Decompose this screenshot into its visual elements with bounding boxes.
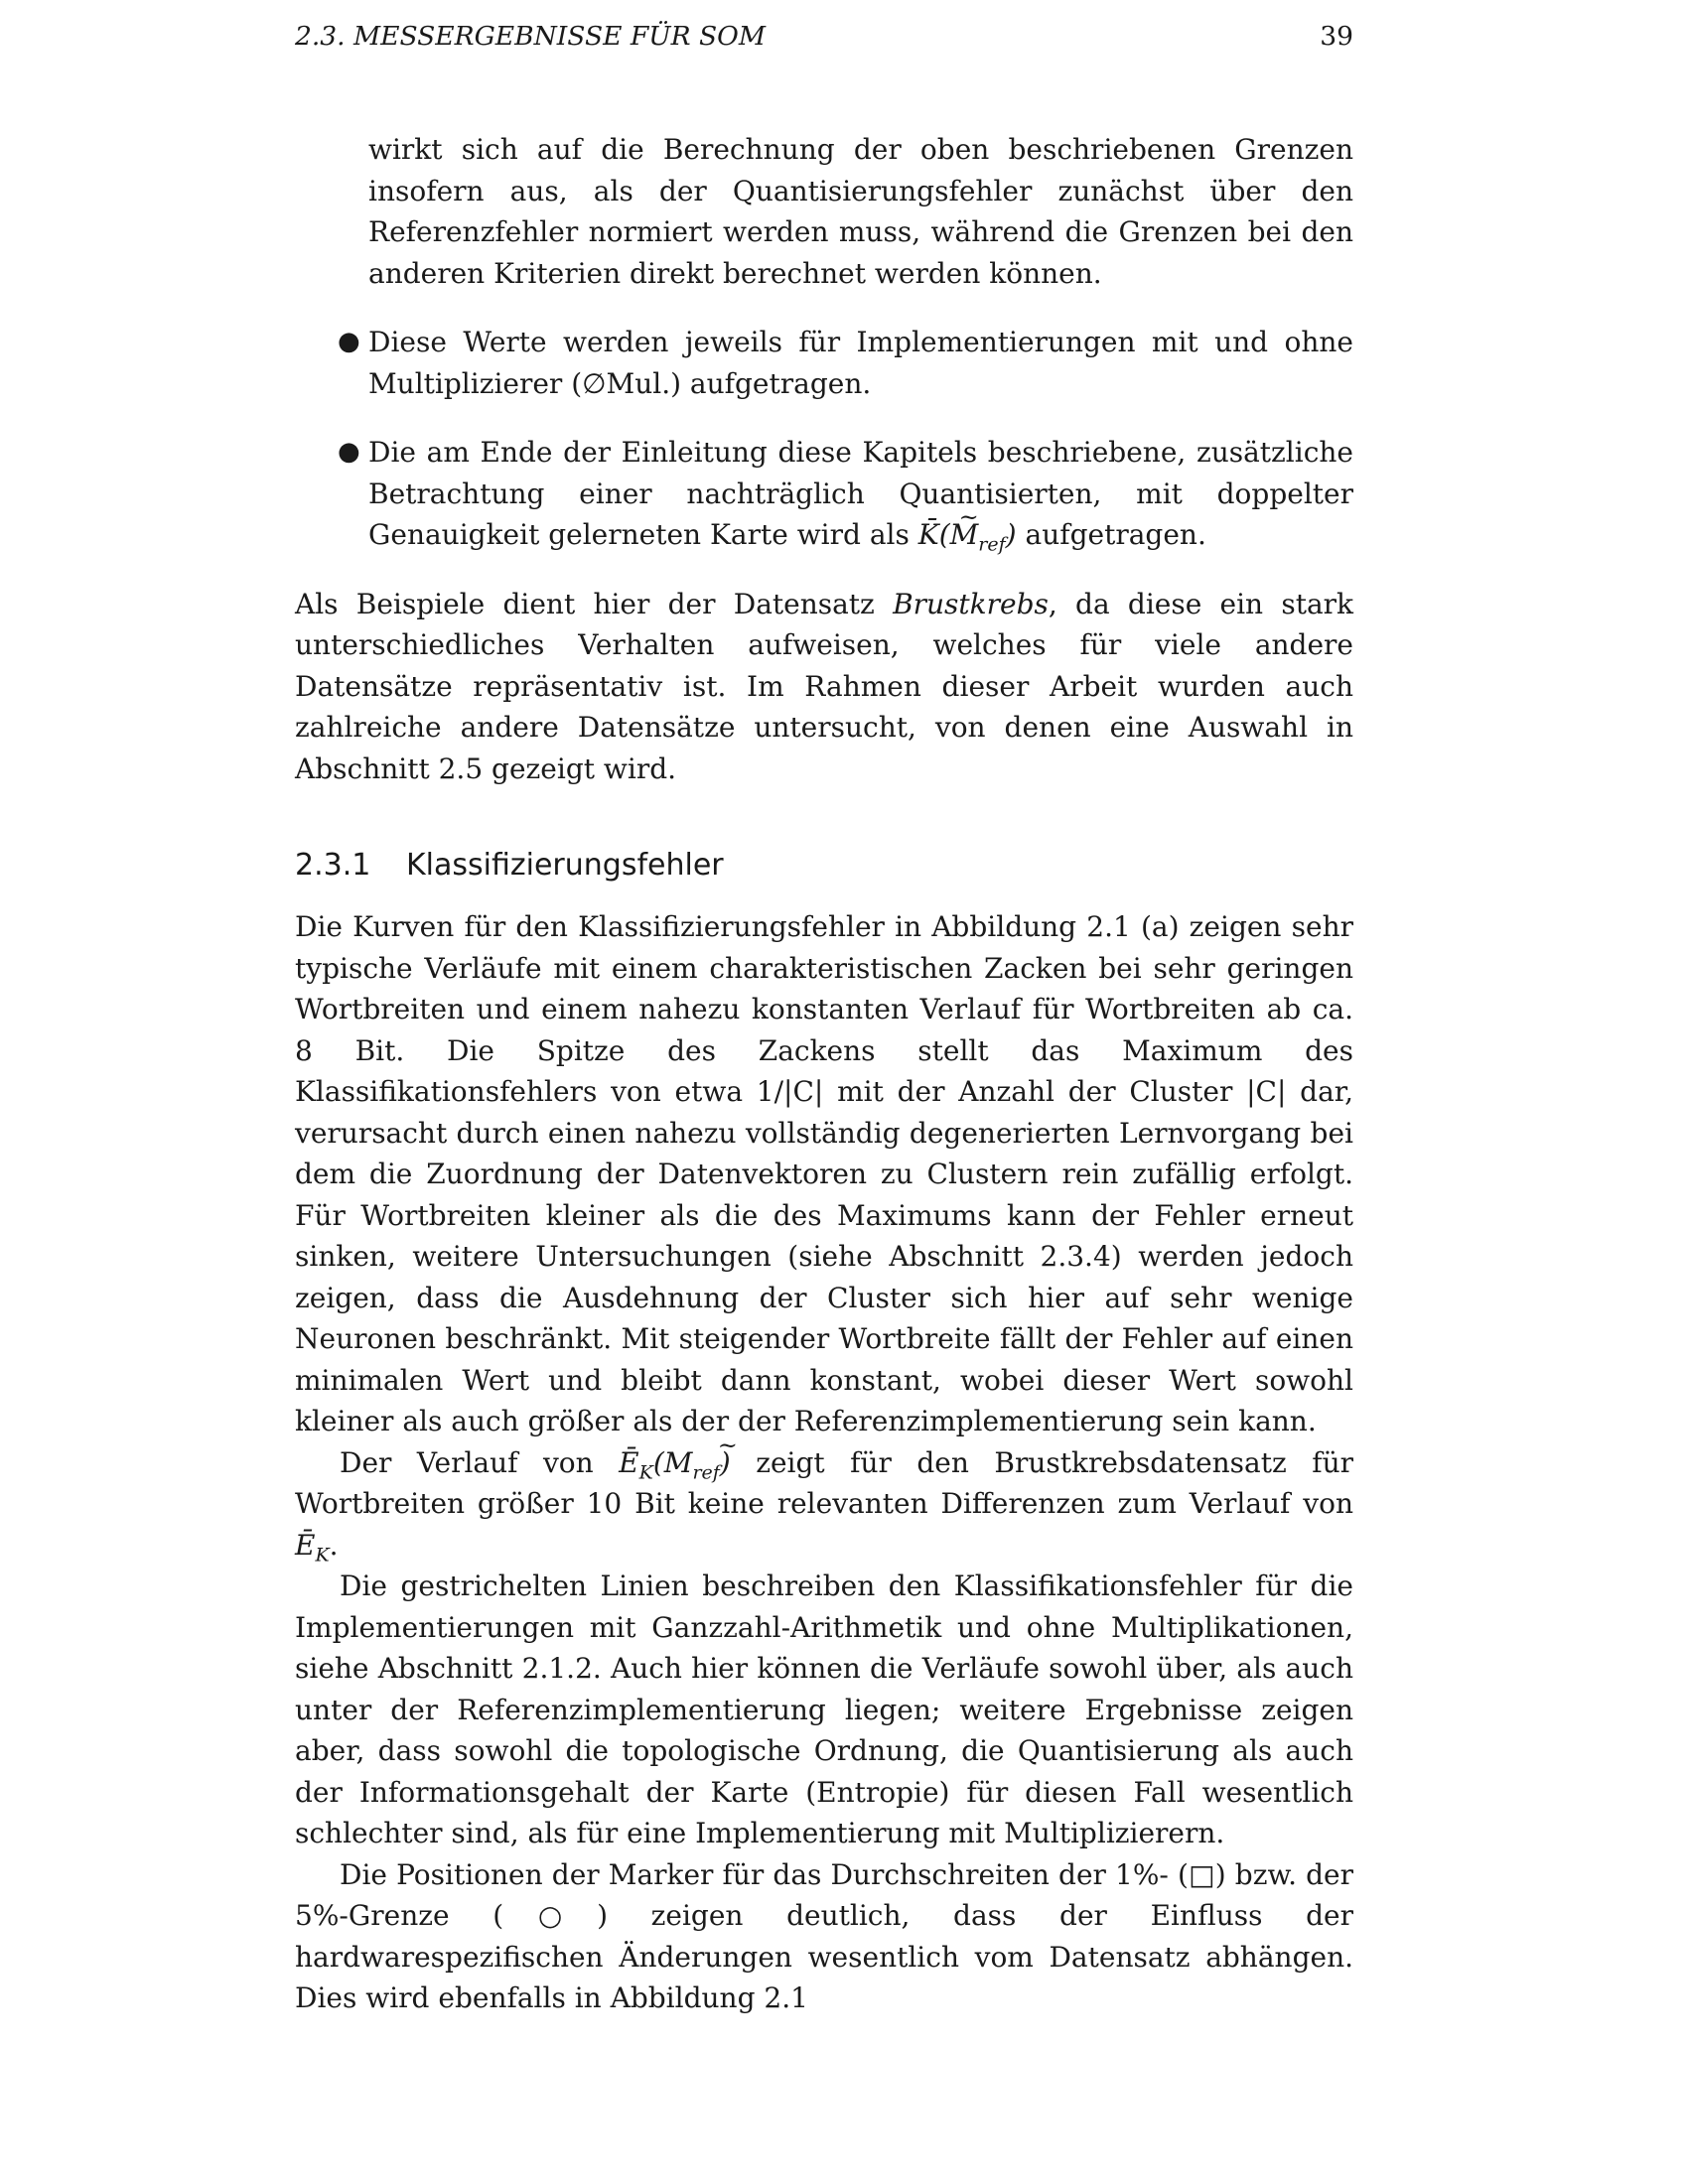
paragraph-4: Die Positionen der Marker für das Durchschreiten der 1%- (□) bzw. der 5%-Grenze (○) zeigen deutlich, dass der Einfluss der hardwarespezifischen Änderungen wesentlich vom Datensatz abhängen. Dies wird ebenfalls in Abbildung 2.1 bbox=[295, 1857, 1353, 2014]
examples-before: Als Beispiele dient hier der Datensatz bbox=[295, 587, 875, 620]
section-heading bbox=[295, 845, 1353, 887]
math-sub-ref-2: ref bbox=[692, 1461, 720, 1484]
math-sub-k: K bbox=[638, 1461, 653, 1484]
bullet-icon: ● bbox=[338, 437, 360, 467]
paragraph-2-middle: zeigt für den Brustkrebsdatensatz für Wortbreiten größer 10 Bit keine relevanten Differenzen zum Verlauf von bbox=[295, 1445, 1353, 1520]
examples-dataset-name: Brustkrebs bbox=[893, 587, 1049, 620]
examples-after: , da diese ein stark unterschiedliches Verhalten aufweisen, welches für viele andere Datensätze repräsentativ ist. Im Rahmen dieser Arbeit wurden auch zahlreiche andere Datensätze untersucht, von denen eine Auswahl in Abschnitt 2.5 gezeigt wird. bbox=[295, 587, 1353, 785]
math-m-tilde-2: ~ M bbox=[664, 1446, 693, 1479]
math-e-bar: Ē bbox=[619, 1445, 639, 1479]
bullet-item-1 bbox=[338, 322, 1353, 404]
bullet-2-end: aufgetragen. bbox=[1025, 518, 1206, 551]
math-e-bar-2: Ē bbox=[295, 1528, 316, 1562]
math-e-k bbox=[295, 1528, 330, 1567]
paragraph-1: Die Kurven für den Klassifizierungsfehler in Abbildung 2.1 (a) zeigen sehr typische Verläufe mit einem charakteristischen Zacken bei sehr geringen Wortbreiten und einem nahezu konstanten Verlauf für Wortbreiten ab ca. 8 Bit. Die Spitze des Zackens stellt das Maximum des Klassifikationsfehlers von etwa 1/|C| mit der Anzahl der Cluster |C| dar, verursacht durch einen nahezu vollständig degenerierten Lernvorgang bei dem die Zuordnung der Datenvektoren zu Clustern rein zufällig erfolgt. Für Wortbreiten kleiner als die des Maximums kann der Fehler erneut sinken, weitere Untersuchungen (siehe Abschnitt 2.3.4) werden jedoch zeigen, dass die Ausdehnung der Cluster sich hier auf sehr wenige Neuronen beschränkt. Mit steigender Wortbreite fällt der Fehler auf einen minimalen Wert und bleibt dann konstant, wobei dieser Wert sowohl kleiner als auch größer als der der Referenzimplementierung sein kann. bbox=[295, 910, 1353, 1437]
running-head bbox=[295, 17, 1353, 57]
examples-paragraph bbox=[295, 584, 1353, 790]
continuation-paragraph: wirkt sich auf die Berechnung der oben beschriebenen Grenzen insofern aus, als der Quantisierungsfehler zunächst über den Referenzfehler normiert werden muss, während die Grenzen bei den anderen Kriterien direkt berechnet werden können. bbox=[368, 133, 1353, 290]
page-number: 39 bbox=[1320, 21, 1353, 52]
paragraph-2: Der Verlauf von $Ē_K(\sim$ $M_{ref}$) zeigt für den Brustkrebsdatensatz für Wortbreiten größer 10 Bit keine relevanten Differenzen zum Verlauf von $Ē_K$. bbox=[295, 1442, 1353, 1567]
math-k-bar: K̄ bbox=[917, 518, 939, 551]
math-e-k-m-ref: $Ē_K(\sim$ $M_{ref}$) bbox=[619, 1446, 731, 1479]
bullet-2-text bbox=[368, 432, 1353, 556]
math-m-tilde: ~ M bbox=[950, 518, 979, 551]
running-head-chapter: 2.3. MESSERGEBNISSE FÜR SOM bbox=[295, 21, 766, 52]
bullet-icon: ● bbox=[338, 327, 360, 356]
bullet-item-2 bbox=[338, 432, 1353, 556]
paragraph-3: Die gestrichelten Linien beschreiben den Klassifikationsfehler für die Implementierungen mit Ganzzahl-Arithmetik und ohne Multiplikationen, siehe Abschnitt 2.1.2. Auch hier können die Verläufe sowohl über, als auch unter der Referenzimplementierung liegen; weitere Ergebnisse zeigen aber, dass sowohl die topologische Ordnung, die Quantisierung als auch der Informationsgehalt der Karte (Entropie) für diesen Fall wesentlich schlechter sind, als für eine Implementierung mit Multiplizierern. bbox=[295, 1570, 1353, 1849]
body-text bbox=[295, 129, 1353, 2019]
paragraph-2-start: Der Verlauf von bbox=[340, 1445, 594, 1479]
page bbox=[295, 0, 1353, 2184]
math-sub-ref: ref bbox=[978, 533, 1006, 556]
math-k-bar-m-ref: K̄(~ $M_{ref}$) bbox=[918, 518, 1017, 551]
math-sub-k-2: K bbox=[315, 1544, 330, 1567]
bullet-1-text: Diese Werte werden jeweils für Implementierungen mit und ohne Multiplizierer (∅Mul.) aufgetragen. bbox=[368, 326, 1353, 400]
section-title: Klassifizierungsfehler bbox=[406, 848, 724, 883]
section-number: 2.3.1 bbox=[295, 848, 371, 883]
bullet-2-lead: Die am Ende der Einleitung diese Kapitels beschriebene, zusätzliche Betrachtung einer nachträglich Quantisierten, mit doppelter Genauigkeit gelerneten Karte wird als bbox=[368, 436, 1353, 551]
